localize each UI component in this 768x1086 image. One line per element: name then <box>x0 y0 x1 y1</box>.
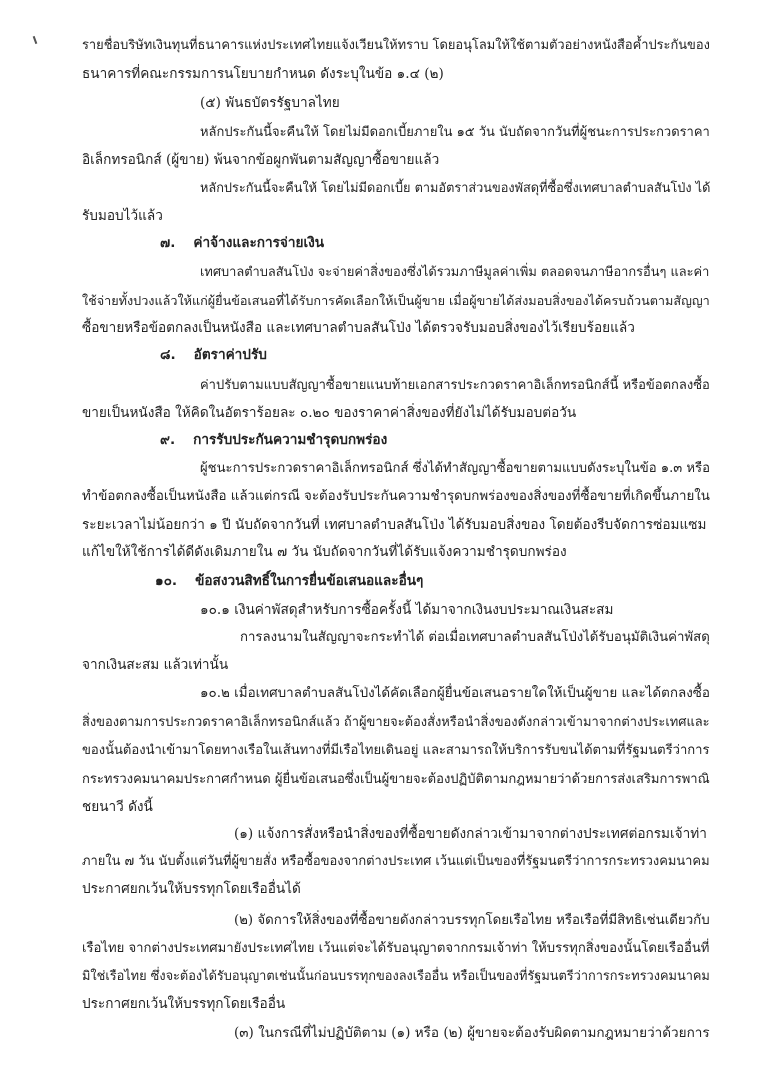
text-line: มิใช่เรือไทย ซึ่งจะต้องได้รับอนุญาตเช่นนั้นก่อนบรรทุกของลงเรืออื่น หรือเป็นของที่รัฐมนตรีว่าการกระทรวงคมนาคม <box>82 969 710 984</box>
section-title: การรับประกันความชำรุดบกพร่อง <box>193 432 388 448</box>
text-line: สิ่งของตามการประกวดราคาอิเล็กทรอนิกส์แล้ว ถ้าผู้ขายจะต้องสั่งหรือนำสิ่งของดังกล่าวเข้ามาจากต่างประเทศและ <box>82 715 710 730</box>
text-line: เรือไทย จากต่างประเทศมายังประเทศไทย เว้นแต่จะได้รับอนุญาตจากกรมเจ้าท่า ให้บรรทุกสิ่งของนั้นโดยเรืออื่นที่ <box>82 941 710 956</box>
text-line: ทำข้อตกลงซื้อเป็นหนังสือ แล้วแต่กรณี จะต้องรับประกันความชำรุดบกพร่องของสิ่งของที่ซื้อขายที่เกิดขึ้นภายใน <box>82 489 710 504</box>
text-line: ค่าปรับตามแบบสัญญาซื้อขายแนบท้ายเอกสารประกวดราคาอิเล็กทรอนิกส์นี้ หรือข้อตกลงซื้อ <box>200 378 710 393</box>
text-line: (๕) พันธบัตรรัฐบาลไทย <box>200 95 340 111</box>
text-line: อิเล็กทรอนิกส์ (ผู้ขาย) พ้นจากข้อผูกพันตามสัญญาซื้อขายแล้ว <box>82 152 440 168</box>
section-title: ค่าจ้างและการจ่ายเงิน <box>193 235 325 251</box>
section-number: ๙. <box>160 432 176 448</box>
section-number: ๑๐. <box>155 573 178 589</box>
scan-mark <box>33 36 38 44</box>
text-line: ธนาคารที่คณะกรรมการนโยบายกำหนด ดังระบุในข้อ ๑.๔ (๒) <box>82 66 444 82</box>
text-line: ผู้ชนะการประกวดราคาอิเล็กทรอนิกส์ ซึ่งได้ทำสัญญาซื้อขายตามแบบดังระบุในข้อ ๑.๓ หรือ <box>200 461 710 476</box>
section-number: ๗. <box>160 235 176 251</box>
section-heading-9 <box>160 431 387 449</box>
section-title: ข้อสงวนสิทธิ์ในการยื่นข้อเสนอและอื่นๆ <box>195 573 424 589</box>
text-line: การลงนามในสัญญาจะกระทำได้ ต่อเมื่อเทศบาลตำบลสันโป่งได้รับอนุมัติเงินค่าพัสดุ <box>240 630 710 645</box>
section-heading-8 <box>160 346 267 364</box>
section-heading-10 <box>155 572 423 590</box>
text-line: ๑๐.๑ เงินค่าพัสดุสำหรับการซื้อครั้งนี้ ได้มาจากเงินงบประมาณเงินสะสม <box>200 602 614 618</box>
text-line: ของนั้นต้องนำเข้ามาโดยทางเรือในเส้นทางที่มีเรือไทยเดินอยู่ และสามารถให้บริการรับขนได้ตามที่รัฐมนตรีว่าการ <box>82 743 710 758</box>
section-heading-7 <box>160 234 324 252</box>
text-line: ชยนาวี ดังนี้ <box>82 799 153 815</box>
text-line: ใช้จ่ายทั้งปวงแล้วให้แก่ผู้ยื่นข้อเสนอที่ได้รับการคัดเลือกให้เป็นผู้ขาย เมื่อผู้ขายได้ส่งมอบสิ่งของได้ครบถ้วนตามสัญญา <box>82 293 710 308</box>
text-line: ๑๐.๒ เมื่อเทศบาลตำบลสันโป่งได้คัดเลือกผู้ยื่นข้อเสนอรายใดให้เป็นผู้ขาย และได้ตกลงซื้อ <box>200 686 710 701</box>
text-line: ภายใน ๗ วัน นับตั้งแต่วันที่ผู้ขายสั่ง หรือซื้อของจากต่างประเทศ เว้นแต่เป็นของที่รัฐมนตรีว่าการกระทรวงคมนาคม <box>82 854 710 869</box>
text-line: หลักประกันนี้จะคืนให้ โดยไม่มีดอกเบี้ย ตามอัตราส่วนของพัสดุที่ซื้อซึ่งเทศบาลตำบลสันโป่ง ได้ <box>200 181 711 196</box>
text-line: แก้ไขให้ใช้การได้ดีดังเดิมภายใน ๗ วัน นับถัดจากวันที่ได้รับแจ้งความชำรุดบกพร่อง <box>82 544 567 560</box>
text-line: หลักประกันนี้จะคืนให้ โดยไม่มีดอกเบี้ยภายใน ๑๕ วัน นับถัดจากวันที่ผู้ชนะการประกวดราคา <box>200 125 710 140</box>
text-line: ประกาศยกเว้นให้บรรทุกโดยเรืออื่นได้ <box>82 881 301 897</box>
text-line: ซื้อขายหรือข้อตกลงเป็นหนังสือ และเทศบาลตำบลสันโป่ง ได้ตรวจรับมอบสิ่งของไว้เรียบร้อยแล้ว <box>82 320 635 336</box>
text-line: (๓) ในกรณีที่ไม่ปฏิบัติตาม (๑) หรือ (๒) ผู้ขายจะต้องรับผิดตามกฎหมายว่าด้วยการ <box>234 1025 710 1041</box>
text-line: (๒) จัดการให้สิ่งของที่ซื้อขายดังกล่าวบรรทุกโดยเรือไทย หรือเรือที่มีสิทธิเช่นเดียวกับ <box>234 913 710 928</box>
section-number: ๘. <box>160 347 176 363</box>
section-title: อัตราค่าปรับ <box>193 347 267 363</box>
text-line: จากเงินสะสม แล้วเท่านั้น <box>82 657 229 673</box>
text-line: (๑) แจ้งการสั่งหรือนำสิ่งของที่ซื้อขายดังกล่าวเข้ามาจากต่างประเทศต่อกรมเจ้าท่า <box>234 826 707 842</box>
text-line: ประกาศยกเว้นให้บรรทุกโดยเรืออื่น <box>82 996 286 1012</box>
text-line: กระทรวงคมนาคมประกาศกำหนด ผู้ยื่นข้อเสนอซึ่งเป็นผู้ขายจะต้องปฏิบัติตามกฎหมายว่าด้วยการส่งเสริมการพาณิ <box>82 772 710 787</box>
text-line: รับมอบไว้แล้ว <box>82 208 163 224</box>
text-line: เทศบาลตำบลสันโป่ง จะจ่ายค่าสิ่งของซึ่งได้รวมภาษีมูลค่าเพิ่ม ตลอดจนภาษีอากรอื่นๆ และค่า <box>200 265 710 280</box>
text-line: รายชื่อบริษัทเงินทุนที่ธนาคารแห่งประเทศไทยแจ้งเวียนให้ทราบ โดยอนุโลมให้ใช้ตามตัวอย่างหนังสือค้ำประกันของ <box>82 38 710 53</box>
text-line: ระยะเวลาไม่น้อยกว่า ๑ ปี นับถัดจากวันที่ เทศบาลตำบลสันโป่ง ได้รับมอบสิ่งของ โดยต้องรีบจัดการซ่อมแซม <box>82 517 707 533</box>
text-line: ขายเป็นหนังสือ ให้คิดในอัตราร้อยละ ๐.๒๐ ของราคาค่าสิ่งของที่ยังไม่ได้รับมอบต่อวัน <box>82 405 577 421</box>
